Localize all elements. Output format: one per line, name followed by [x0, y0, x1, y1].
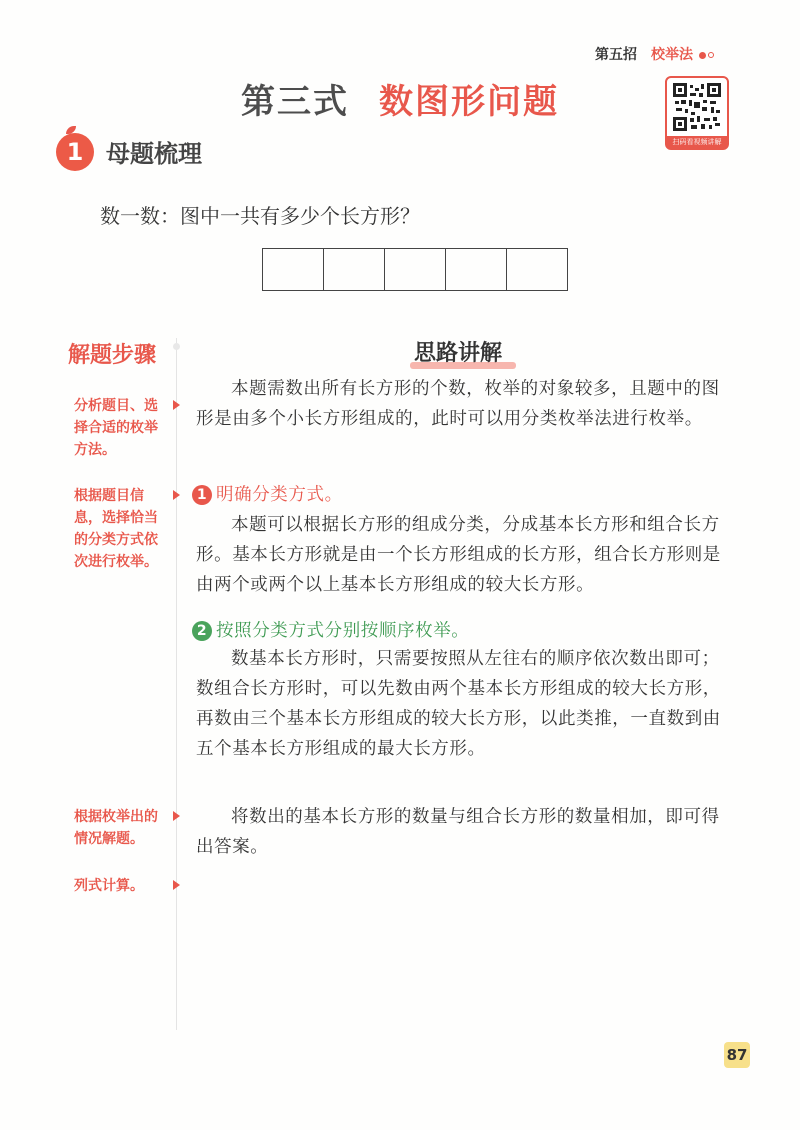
rectangle-cell	[324, 249, 385, 290]
page-number: 87	[724, 1042, 750, 1068]
question-text: 数一数：图中一共有多少个长方形？	[100, 204, 420, 228]
rectangle-cell	[507, 249, 567, 290]
step-3: 根据枚举出的情况解题。	[74, 809, 158, 847]
rectangle-figure	[262, 248, 568, 291]
title-part-2: 数图形问题	[379, 82, 559, 122]
arrow-right-icon	[173, 880, 180, 890]
point-2-number: 2	[192, 621, 212, 641]
chapter-name: 校举法	[651, 47, 693, 63]
qr-code[interactable]	[665, 76, 729, 150]
section-title: 母题梳理	[106, 140, 202, 168]
point-1-number: 1	[192, 485, 212, 505]
step-1: 分析题目、选择合适的枚举方法。	[74, 398, 158, 458]
analysis-paragraph-3: 数基本长方形时，只需要按照从左往右的顺序依次数出即可；数组合长方形时，可以先数由两个基本长方形组成的较大长方形，再数由三个基本长方形组成的较大长方形，以此类推，一直数到由五个基本长方形组成的最大长方形。	[196, 649, 721, 759]
rectangle-cell	[263, 249, 324, 290]
point-1	[192, 480, 343, 510]
dot-icon	[699, 52, 706, 59]
arrow-right-icon	[173, 490, 180, 500]
ring-icon	[708, 52, 714, 58]
point-1-text: 明确分类方式。	[216, 485, 343, 505]
analysis-paragraph-4: 将数出的基本长方形的数量与组合长方形的数量相加，即可得出答案。	[196, 807, 720, 857]
section-number: 1	[56, 133, 94, 171]
arrow-right-icon	[173, 400, 180, 410]
arrow-right-icon	[173, 811, 180, 821]
title-part-1: 第三式	[241, 82, 349, 122]
step-4: 列式计算。	[74, 878, 144, 894]
step-2: 根据题目信息，选择恰当的分类方式依次进行枚举。	[74, 488, 158, 570]
chapter-number: 第五招	[595, 47, 637, 63]
divider-dot	[173, 343, 180, 350]
divider	[176, 338, 177, 1030]
analysis-paragraph-1: 本题需数出所有长方形的个数，枚举的对象较多，且题中的图形是由多个小长方形组成的，此时可以用分类枚举法进行枚举。	[196, 379, 720, 429]
rectangle-cell	[446, 249, 507, 290]
qr-caption: 扫码看视频讲解	[667, 136, 727, 148]
analysis-paragraph-2: 本题可以根据长方形的组成分类，分成基本长方形和组合长方形。基本长方形就是由一个长方形组成的长方形，组合长方形则是由两个或两个以上基本长方形组成的较大长方形。	[196, 515, 721, 595]
analysis-title: 思路讲解	[414, 341, 503, 366]
qr-code-icon	[673, 83, 721, 131]
chapter-label	[595, 44, 714, 64]
steps-title: 解题步骤	[68, 343, 157, 368]
point-2-text: 按照分类方式分别按顺序枚举。	[216, 621, 470, 641]
point-2	[192, 616, 469, 646]
rectangle-cell	[385, 249, 446, 290]
